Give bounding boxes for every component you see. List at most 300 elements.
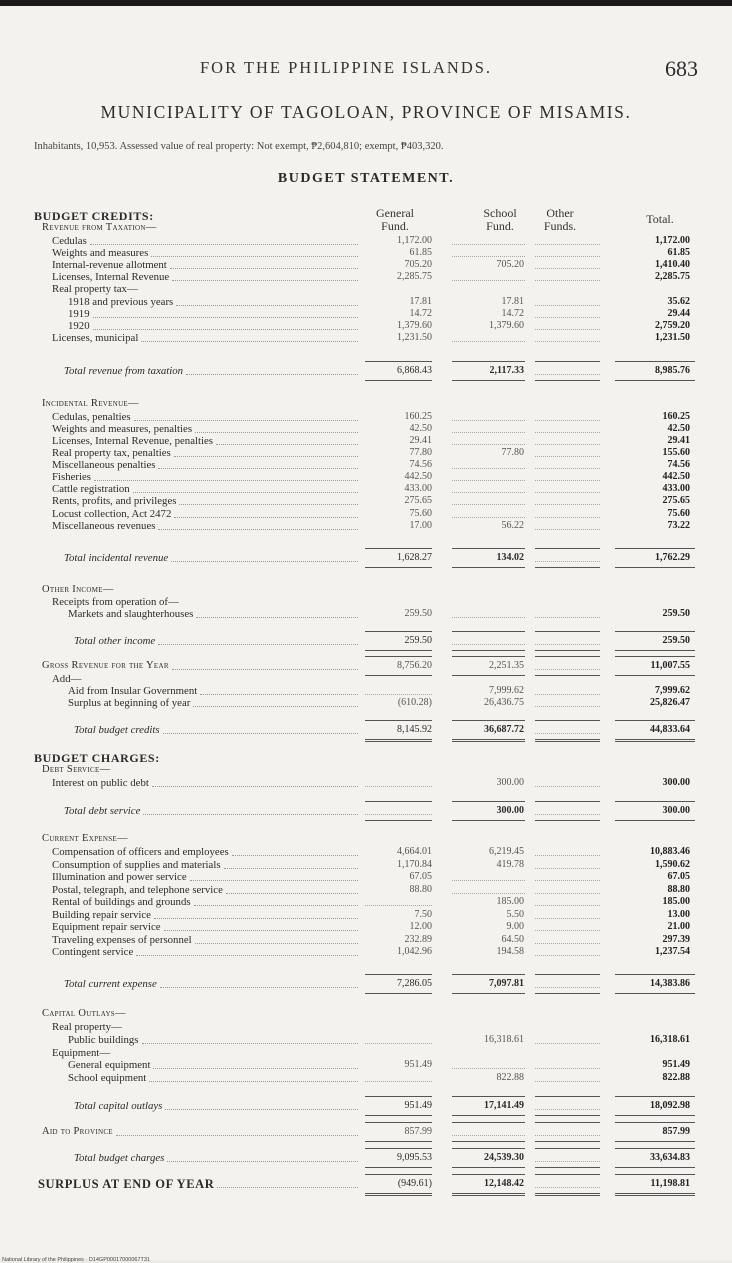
value-general-fund: 275.65	[404, 495, 432, 506]
table-row	[0, 283, 732, 295]
sum-rule	[365, 1096, 432, 1097]
value-general-fund: 1,628.27	[397, 552, 432, 563]
row-label: Other Income—	[42, 584, 114, 595]
table-row	[0, 495, 732, 507]
value-total: 74.56	[667, 459, 690, 470]
row-label: Total debt service	[64, 805, 141, 817]
table-row	[0, 210, 732, 222]
table-row	[0, 398, 732, 410]
row-label: Total current expense	[64, 978, 157, 990]
value-school-fund: 36,687.72	[484, 724, 524, 735]
value-general-fund: 4,664.01	[397, 846, 432, 857]
other-funds-blank	[535, 868, 600, 869]
other-funds-blank	[535, 855, 600, 856]
total-rule	[535, 650, 600, 651]
dotted-leader	[163, 733, 358, 734]
sum-rule	[615, 720, 695, 721]
column-header-school-fund: School Fund.	[483, 206, 517, 233]
table-row	[0, 471, 732, 483]
double-total-rule	[535, 1193, 600, 1196]
value-school-fund: 134.02	[496, 552, 524, 563]
total-rule	[615, 820, 695, 821]
total-rule	[615, 650, 695, 651]
value-school-fund: 194.58	[496, 946, 524, 957]
value-total: 25,826.47	[650, 697, 690, 708]
value-general-fund: 232.89	[404, 934, 432, 945]
table-row	[0, 1100, 732, 1112]
other-funds-blank	[535, 814, 600, 815]
table-row	[0, 423, 732, 435]
other-funds-blank	[535, 268, 600, 269]
table-row	[0, 673, 732, 685]
table-row	[0, 1178, 732, 1190]
value-total: 951.49	[662, 1059, 690, 1070]
row-label: Current Expense—	[42, 833, 128, 844]
sum-rule	[535, 548, 600, 549]
row-label: Equipment repair service	[52, 921, 161, 933]
dotted-leader	[190, 880, 358, 881]
blank-cell-leader	[452, 444, 525, 445]
other-funds-blank	[535, 1135, 600, 1136]
value-total: 857.99	[662, 1126, 690, 1137]
other-funds-blank	[535, 341, 600, 342]
other-funds-blank	[535, 305, 600, 306]
row-label: Equipment—	[52, 1047, 111, 1059]
sum-rule	[535, 631, 600, 632]
budget-statement-title: BUDGET STATEMENT.	[277, 171, 455, 186]
sum-rule	[615, 1148, 695, 1149]
other-funds-blank	[535, 905, 600, 906]
value-total: 1,172.00	[655, 235, 690, 246]
table-row	[0, 635, 732, 647]
total-rule	[615, 567, 695, 568]
value-total: 1,237.54	[655, 946, 690, 957]
double-total-rule	[535, 739, 600, 742]
value-school-fund: 64.50	[501, 934, 524, 945]
total-rule	[365, 650, 432, 651]
table-row	[0, 1126, 732, 1138]
municipality-title: MUNICIPALITY OF TAGOLOAN, PROVINCE OF MISAMIS.	[100, 102, 632, 122]
inhabitants-line: Inhabitants, 10,953. Assessed value of real property: Not exempt, ₱2,604,810; exempt, ₱403,320.	[34, 141, 444, 152]
table-row	[0, 764, 732, 776]
other-funds-blank	[535, 669, 600, 670]
dotted-leader	[172, 669, 358, 670]
dotted-leader	[171, 561, 358, 562]
blank-cell-leader	[365, 905, 432, 906]
dotted-leader	[226, 893, 358, 894]
blank-cell-leader	[452, 468, 525, 469]
row-label: Aid to Province	[42, 1126, 113, 1137]
dotted-leader	[158, 644, 358, 645]
double-total-rule	[615, 739, 695, 742]
row-label: Cattle registration	[52, 483, 130, 495]
table-row	[0, 934, 732, 946]
other-funds-blank	[535, 492, 600, 493]
sum-rule	[452, 1174, 525, 1175]
value-general-fund: 42.50	[409, 423, 432, 434]
table-row	[0, 247, 732, 259]
dotted-leader	[195, 432, 358, 433]
blank-cell-leader	[452, 341, 525, 342]
value-general-fund: 7,286.05	[397, 978, 432, 989]
other-funds-blank	[535, 420, 600, 421]
dotted-leader	[164, 930, 358, 931]
value-total: 33,634.83	[650, 1152, 690, 1163]
value-general-fund: 88.80	[409, 884, 432, 895]
row-label: Markets and slaughterhouses	[68, 608, 194, 620]
blank-cell-leader	[452, 432, 525, 433]
double-total-rule	[365, 1193, 432, 1196]
blank-cell-leader	[365, 1081, 432, 1082]
blank-cell-leader	[452, 617, 525, 618]
row-label: Miscellaneous penalties	[52, 459, 156, 471]
value-total: 73.22	[667, 520, 690, 531]
total-rule	[615, 1167, 695, 1168]
total-rule	[452, 567, 525, 568]
double-total-rule	[452, 1193, 525, 1196]
sum-rule	[615, 974, 695, 975]
row-label: Gross Revenue for the Year	[42, 660, 169, 671]
table-row	[0, 921, 732, 933]
table-row	[0, 896, 732, 908]
dotted-leader	[94, 480, 358, 481]
dotted-leader	[151, 256, 358, 257]
total-rule	[452, 1141, 525, 1142]
other-funds-blank	[535, 329, 600, 330]
value-general-fund: 160.25	[404, 411, 432, 422]
value-total: 1,762.29	[655, 552, 690, 563]
value-school-fund: 7,097.81	[489, 978, 524, 989]
table-row	[0, 884, 732, 896]
value-general-fund: 1,042.96	[397, 946, 432, 957]
dotted-leader	[153, 1068, 358, 1069]
value-school-fund: 9.00	[506, 921, 524, 932]
value-school-fund: 77.80	[501, 447, 524, 458]
sum-rule	[535, 974, 600, 975]
value-total: 61.85	[667, 247, 690, 258]
value-total: 13.00	[667, 909, 690, 920]
table-row	[0, 697, 732, 709]
value-general-fund: (949.61)	[397, 1178, 432, 1189]
sum-rule	[452, 1096, 525, 1097]
sum-rule	[452, 548, 525, 549]
total-rule	[452, 1115, 525, 1116]
value-total: 1,590.62	[655, 859, 690, 870]
sum-rule	[452, 656, 525, 657]
table-row	[0, 833, 732, 845]
dotted-leader	[93, 329, 358, 330]
total-rule	[535, 820, 600, 821]
table-row	[0, 508, 732, 520]
dotted-leader	[224, 868, 358, 869]
value-total: 21.00	[667, 921, 690, 932]
value-total: 11,198.81	[650, 1178, 690, 1189]
row-label: Locust collection, Act 2472	[52, 508, 172, 520]
total-rule	[615, 993, 695, 994]
row-label: Weights and measures, penalties	[52, 423, 193, 435]
value-total: 29.44	[667, 308, 690, 319]
value-total: 16,318.61	[650, 1034, 690, 1045]
value-general-fund: 1,379.60	[397, 320, 432, 331]
value-general-fund: 1,172.00	[397, 235, 432, 246]
dotted-leader	[149, 1081, 358, 1082]
row-label: Surplus at beginning of year	[68, 697, 191, 709]
column-header-total: Total.	[646, 212, 674, 226]
row-label: Licenses, Internal Revenue, penalties	[52, 435, 213, 447]
total-rule	[615, 1141, 695, 1142]
dotted-leader	[172, 280, 358, 281]
value-school-fund: 24,539.30	[484, 1152, 524, 1163]
blank-cell-leader	[452, 280, 525, 281]
value-school-fund: 7,999.62	[489, 685, 524, 696]
table-row	[0, 685, 732, 697]
value-total: 2,285.75	[655, 271, 690, 282]
value-general-fund: 8,145.92	[397, 724, 432, 735]
other-funds-blank	[535, 786, 600, 787]
table-row	[0, 660, 732, 672]
value-total: 275.65	[662, 495, 690, 506]
row-label: Total capital outlays	[74, 1100, 163, 1112]
total-rule	[535, 993, 600, 994]
value-total: 300.00	[662, 777, 690, 788]
value-general-fund: 17.81	[409, 296, 432, 307]
value-school-fund: 300.00	[496, 777, 524, 788]
row-label: SURPLUS AT END OF YEAR	[38, 1177, 215, 1191]
value-school-fund: 12,148.42	[484, 1178, 524, 1189]
value-general-fund: 74.56	[409, 459, 432, 470]
value-total: 18,092.98	[650, 1100, 690, 1111]
table-row	[0, 483, 732, 495]
budget-table	[0, 6, 732, 1260]
row-label: Contingent service	[52, 946, 134, 958]
sum-rule	[535, 720, 600, 721]
table-row	[0, 296, 732, 308]
blank-cell-leader	[452, 256, 525, 257]
dotted-leader	[217, 1187, 358, 1188]
total-rule	[452, 1167, 525, 1168]
sum-rule	[615, 801, 695, 802]
row-label: Public buildings	[68, 1034, 139, 1046]
other-funds-blank	[535, 561, 600, 562]
other-funds-blank	[535, 1043, 600, 1044]
value-total: 300.00	[662, 805, 690, 816]
other-funds-blank	[535, 706, 600, 707]
dotted-leader	[200, 694, 358, 695]
total-rule	[365, 1141, 432, 1142]
blank-cell-leader	[365, 694, 432, 695]
dotted-leader	[167, 1161, 358, 1162]
row-label: Real property tax, penalties	[52, 447, 171, 459]
sum-rule	[365, 720, 432, 721]
total-rule	[452, 993, 525, 994]
value-school-fund: 2,117.33	[489, 365, 524, 376]
other-funds-blank	[535, 374, 600, 375]
value-school-fund: 1,379.60	[489, 320, 524, 331]
table-row	[0, 608, 732, 620]
value-school-fund: 14.72	[501, 308, 524, 319]
value-total: 160.25	[662, 411, 690, 422]
total-rule	[615, 1115, 695, 1116]
total-rule	[535, 380, 600, 381]
dotted-leader	[196, 617, 358, 618]
row-label: Miscellaneous revenues	[52, 520, 156, 532]
dotted-leader	[174, 517, 358, 518]
value-general-fund: 259.50	[404, 608, 432, 619]
row-label: 1918 and previous years	[68, 296, 174, 308]
blank-cell-leader	[452, 244, 525, 245]
value-general-fund: 857.99	[404, 1126, 432, 1137]
value-general-fund: 8,756.20	[397, 660, 432, 671]
row-label: Add—	[52, 673, 82, 685]
value-school-fund: 185.00	[496, 896, 524, 907]
table-row	[0, 752, 732, 764]
document-page	[0, 6, 732, 1263]
value-total: 822.88	[662, 1072, 690, 1083]
table-row	[0, 724, 732, 736]
table-row	[0, 584, 732, 596]
table-row	[0, 871, 732, 883]
sum-rule	[452, 974, 525, 975]
other-funds-blank	[535, 918, 600, 919]
sum-rule	[452, 631, 525, 632]
table-row	[0, 308, 732, 320]
dotted-leader	[195, 943, 358, 944]
value-general-fund: 705.20	[404, 259, 432, 270]
value-total: 442.50	[662, 471, 690, 482]
column-header-general-fund: General Fund.	[376, 206, 414, 233]
other-funds-blank	[535, 617, 600, 618]
table-row	[0, 411, 732, 423]
table-row	[0, 332, 732, 344]
dotted-leader	[186, 374, 358, 375]
table-row	[0, 259, 732, 271]
row-label: Licenses, municipal	[52, 332, 139, 344]
row-label: 1919	[68, 308, 90, 320]
other-funds-blank	[535, 504, 600, 505]
other-funds-blank	[535, 1161, 600, 1162]
row-label: Total revenue from taxation	[64, 365, 184, 377]
value-total: 259.50	[662, 608, 690, 619]
other-funds-blank	[535, 468, 600, 469]
other-funds-blank	[535, 893, 600, 894]
sum-rule	[365, 1174, 432, 1175]
blank-cell-leader	[452, 1068, 525, 1069]
value-total: 11,007.55	[650, 660, 690, 671]
row-label: Consumption of supplies and materials	[52, 859, 221, 871]
blank-cell-leader	[452, 893, 525, 894]
table-row	[0, 435, 732, 447]
value-general-fund: 12.00	[409, 921, 432, 932]
sum-rule	[535, 1148, 600, 1149]
blank-cell-leader	[452, 644, 525, 645]
other-funds-blank	[535, 880, 600, 881]
table-row	[0, 365, 732, 377]
value-general-fund: 77.80	[409, 447, 432, 458]
sum-rule	[452, 720, 525, 721]
value-total: 2,759.20	[655, 320, 690, 331]
row-label: Debt Service—	[42, 764, 111, 775]
row-label: Fisheries	[52, 471, 91, 483]
dotted-leader	[136, 955, 358, 956]
other-funds-blank	[535, 517, 600, 518]
table-row	[0, 320, 732, 332]
sum-rule	[452, 801, 525, 802]
dotted-leader	[90, 244, 358, 245]
dotted-leader	[143, 814, 358, 815]
other-funds-blank	[535, 280, 600, 281]
value-school-fund: 17,141.49	[484, 1100, 524, 1111]
dotted-leader	[194, 905, 358, 906]
sum-rule	[365, 631, 432, 632]
double-total-rule	[452, 739, 525, 742]
row-label: Total budget charges	[74, 1152, 165, 1164]
value-general-fund: 1,170.84	[397, 859, 432, 870]
value-school-fund: 16,318.61	[484, 1034, 524, 1045]
value-total: 29.41	[667, 435, 690, 446]
sum-rule	[535, 361, 600, 362]
row-label: Aid from Insular Government	[68, 685, 198, 697]
blank-cell-leader	[365, 1043, 432, 1044]
sum-rule	[452, 1148, 525, 1149]
running-title: FOR THE PHILIPPINE ISLANDS.	[200, 58, 493, 77]
value-total: 185.00	[662, 896, 690, 907]
value-general-fund: 7.50	[414, 909, 432, 920]
value-general-fund: 17.00	[409, 520, 432, 531]
value-general-fund: 9,095.53	[397, 1152, 432, 1163]
sum-rule	[615, 1122, 695, 1123]
dotted-leader	[93, 317, 358, 318]
value-school-fund: 2,251.35	[489, 660, 524, 671]
total-rule	[365, 1115, 432, 1116]
table-row	[0, 1059, 732, 1071]
table-row	[0, 1047, 732, 1059]
table-row	[0, 777, 732, 789]
total-rule	[365, 380, 432, 381]
dotted-leader	[232, 855, 358, 856]
row-label: Incidental Revenue—	[42, 398, 139, 409]
value-total: 1,231.50	[655, 332, 690, 343]
value-general-fund: 259.50	[404, 635, 432, 646]
other-funds-blank	[535, 456, 600, 457]
value-general-fund: 29.41	[409, 435, 432, 446]
sum-rule	[452, 361, 525, 362]
other-funds-blank	[535, 529, 600, 530]
sum-rule	[365, 1148, 432, 1149]
value-general-fund: 6,868.43	[397, 365, 432, 376]
table-row	[0, 846, 732, 858]
row-label: Compensation of officers and employees	[52, 846, 229, 858]
total-rule	[535, 567, 600, 568]
blank-cell-leader	[452, 504, 525, 505]
row-label: General equipment	[68, 1059, 151, 1071]
value-total: 7,999.62	[655, 685, 690, 696]
dotted-leader	[170, 268, 358, 269]
row-label: Real property—	[52, 1021, 122, 1033]
other-funds-blank	[535, 432, 600, 433]
value-total: 42.50	[667, 423, 690, 434]
sum-rule	[615, 656, 695, 657]
total-rule	[535, 1115, 600, 1116]
other-funds-blank	[535, 244, 600, 245]
value-school-fund: 419.78	[496, 859, 524, 870]
sum-rule	[615, 361, 695, 362]
row-label: Receipts from operation of—	[52, 596, 179, 608]
value-general-fund: 61.85	[409, 247, 432, 258]
total-rule	[535, 1167, 600, 1168]
other-funds-blank	[535, 1081, 600, 1082]
other-funds-blank	[535, 256, 600, 257]
row-label: Real property tax—	[52, 283, 138, 295]
